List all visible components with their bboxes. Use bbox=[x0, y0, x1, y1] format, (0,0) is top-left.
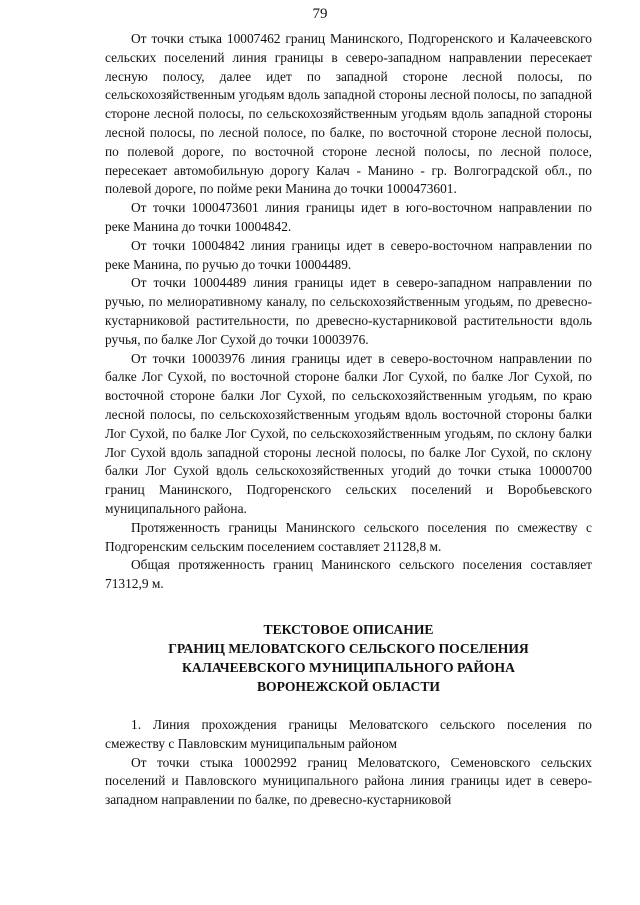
section-heading bbox=[105, 620, 592, 696]
heading-line: ВОРОНЕЖСКОЙ ОБЛАСТИ bbox=[256, 678, 440, 694]
heading-line: КАЛАЧЕЕВСКОГО МУНИЦИПАЛЬНОГО РАЙОНА bbox=[182, 659, 515, 675]
paragraph: От точки 1000473601 линия границы идет в юго-восточном направлении по реке Манина до точки 10004842. bbox=[105, 200, 592, 234]
paragraph: От точки 10003976 линия границы идет в северо-восточном направлении по балке Лог Сухой, по восточной стороне балки Лог Сухой, по балке Лог Сухой, по восточной стороне балки Лог Сухой, по сельскохозяйственным угодьям, по краю лесной полосы, по сельскохозяйственным угодьям вдоль восточной стороны балки Лог Сухой, по балке Лог Сухой, по сельскохозяйственным угодьям, по склону балки Лог Сухой вдоль западной стороны лесной полосы, по балке Лог Сухой, по склону балки Лог Сухой вдоль сельскохозяйственных угодий до точки стыка 10000700 границ Манинского, Подгоренского сельских поселений и Воробьевского муниципального района. bbox=[105, 350, 592, 516]
document-body bbox=[105, 30, 592, 810]
paragraph: От точки 10004489 линия границы идет в северо-западном направлении по ручью, по мелиоративному каналу, по сельскохозяйственным угодьям, по древесно-кустарниковой растительности, по древесно-кустарниковой растительности вдоль ручья, по балке Лог Сухой до точки 10003976. bbox=[105, 275, 592, 347]
paragraph: 1. Линия прохождения границы Меловатского сельского поселения по смежеству с Павловским муниципальным районом bbox=[105, 716, 592, 751]
heading-line: ГРАНИЦ МЕЛОВАТСКОГО СЕЛЬСКОГО ПОСЕЛЕНИЯ bbox=[168, 640, 529, 656]
paragraph: От точки стыка 10007462 границ Манинского, Подгоренского и Калачеевского сельских поселений линия границы в северо-западном направлении пересекает лесную полосу, далее идет по западной стороне лесной полосы, по сельскохозяйственным угодьям вдоль западной стороны лесной полосы, по западной стороне лесной полосы, по сельскохозяйственным угодьям вдоль западной стороны лесной полосы, по лесной полосе, по балке, по восточной стороне лесной полосы, по полевой дороге, по восточной стороне лесной полосы, по лесной полосе, пересекает автомобильную дорогу Калач - Манино - гр. Волгоградской обл., по полевой дороге, по пойме реки Манина до точки 1000473601. bbox=[105, 31, 592, 197]
paragraph: От точки 10004842 линия границы идет в северо-восточном направлении по реке Манина, по ручью до точки 10004489. bbox=[105, 237, 592, 272]
heading-line: ТЕКСТОВОЕ ОПИСАНИЕ bbox=[263, 621, 434, 637]
paragraph: Общая протяженность границ Манинского сельского поселения составляет 71312,9 м. bbox=[105, 557, 592, 592]
paragraph: Протяженность границы Манинского сельского поселения по смежеству с Подгоренским сельским поселением составляет 21128,8 м. bbox=[105, 519, 592, 554]
paragraph: От точки стыка 10002992 границ Меловатского, Семеновского сельских поселений и Павловского муниципального района линия границы идет в северо-западном направлении по балке, по древесно-кустарниковой bbox=[105, 754, 592, 808]
page-number: 79 bbox=[312, 6, 328, 22]
